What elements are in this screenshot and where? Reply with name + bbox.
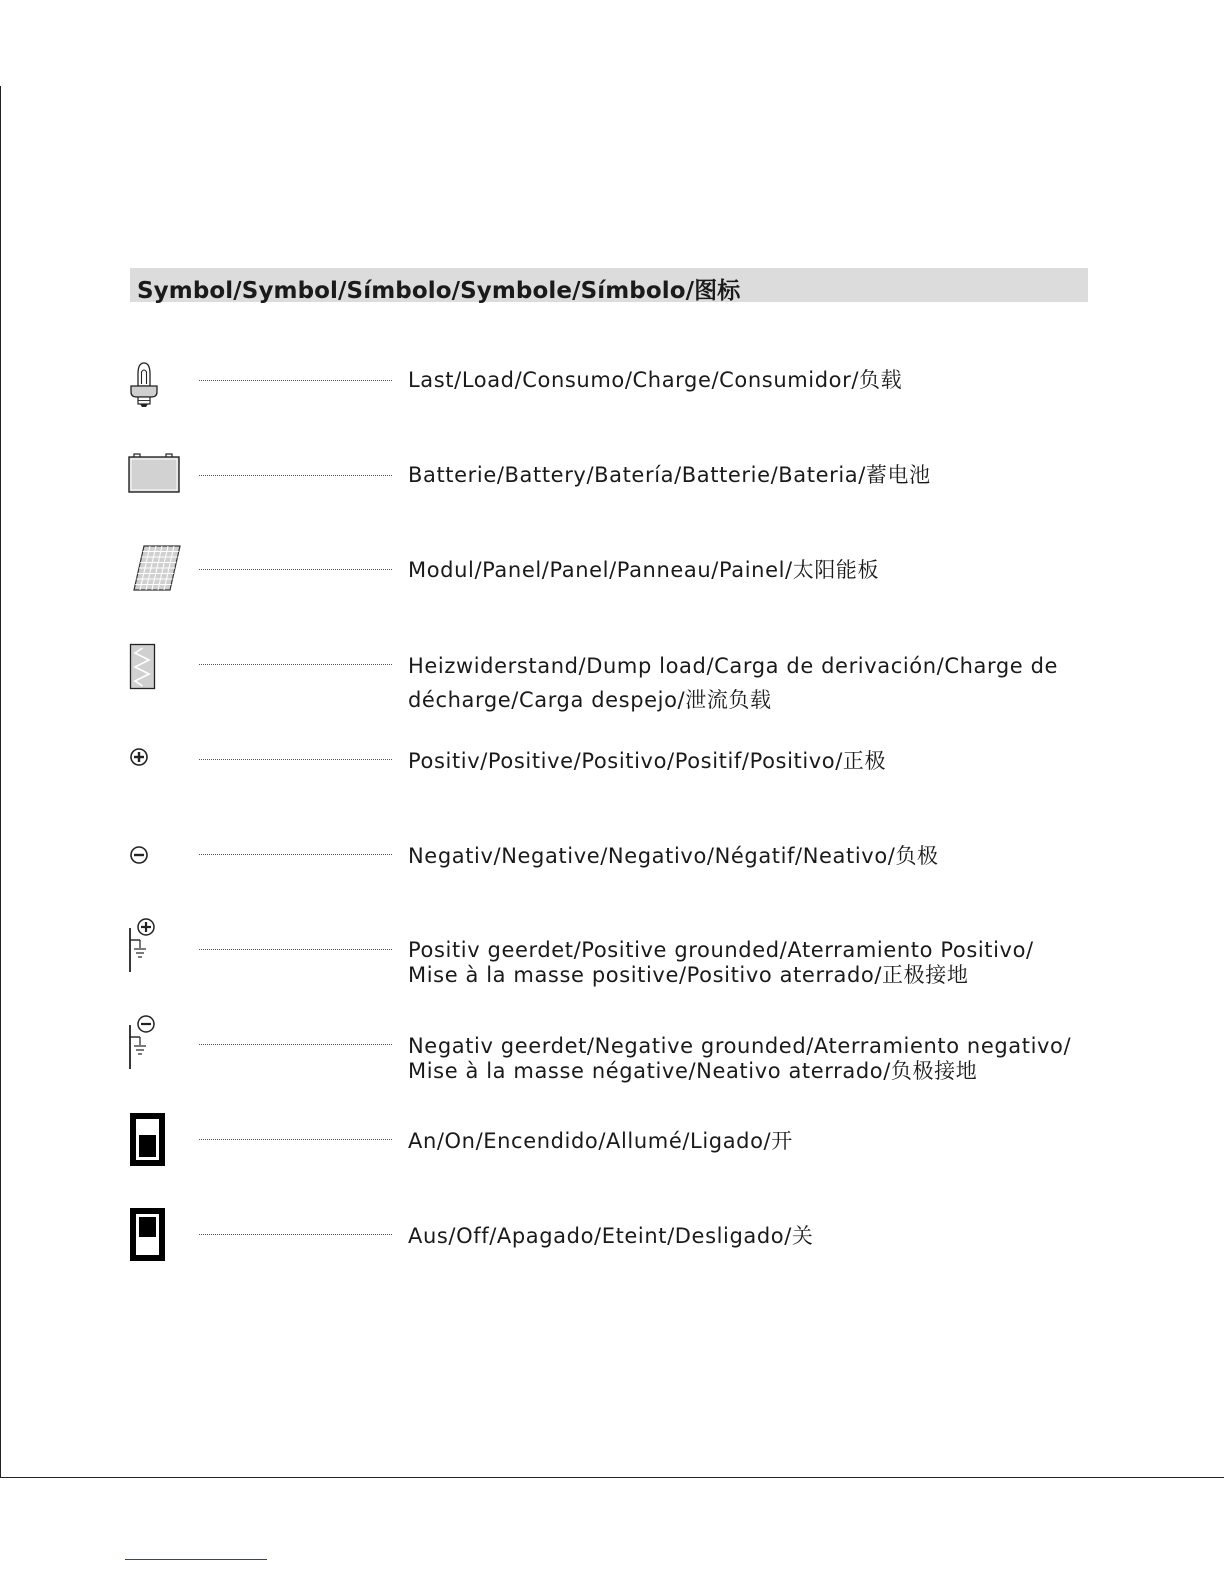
light-bulb-icon	[126, 360, 162, 414]
negative-ground-icon	[126, 1013, 162, 1075]
negative-terminal-icon	[129, 844, 151, 870]
leader-dots	[199, 854, 392, 855]
symbol-label-negative: Negativ/Negative/Negativo/Négatif/Neativo/负极	[408, 844, 939, 868]
leader-dots	[199, 1044, 392, 1045]
switch-off-icon	[130, 1208, 166, 1266]
leader-dots	[199, 1139, 392, 1140]
solar-panel-icon	[126, 544, 182, 596]
symbol-label-positive-grounded: Positiv geerdet/Positive grounded/Aterramiento Positivo/ Mise à la masse positive/Positivo aterrado/正极接地	[408, 938, 1034, 987]
leader-dots	[199, 380, 392, 381]
footer-rule	[125, 1559, 267, 1560]
leader-dots	[199, 1234, 392, 1235]
symbol-label-on: An/On/Encendido/Allumé/Ligado/开	[408, 1129, 793, 1153]
page-frame-bottom	[0, 1477, 1224, 1478]
symbol-label-dump-load: Heizwiderstand/Dump load/Carga de derivación/Charge de décharge/Carga despejo/泄流负载	[408, 654, 1059, 712]
symbol-label-battery: Batterie/Battery/Batería/Batterie/Bateria/蓄电池	[408, 463, 931, 487]
battery-icon	[126, 452, 182, 498]
section-title: Symbol/Symbol/Símbolo/Symbole/Símbolo/图标	[137, 278, 741, 304]
symbol-label-panel: Modul/Panel/Panel/Panneau/Painel/太阳能板	[408, 558, 880, 582]
leader-dots	[199, 475, 392, 476]
section-header	[130, 268, 1088, 302]
symbol-label-positive: Positiv/Positive/Positivo/Positif/Positivo/正极	[408, 749, 887, 773]
positive-terminal-icon	[129, 746, 151, 772]
symbol-label-negative-grounded: Negativ geerdet/Negative grounded/Aterramiento negativo/ Mise à la masse négative/Neativo aterrado/负极接地	[408, 1034, 1072, 1083]
symbol-label-off: Aus/Off/Apagado/Eteint/Desligado/关	[408, 1224, 814, 1248]
leader-dots	[199, 759, 392, 760]
leader-dots	[199, 664, 392, 665]
dump-load-resistor-icon	[129, 643, 157, 695]
leader-dots	[199, 569, 392, 570]
page-frame-left	[0, 86, 1, 1478]
positive-ground-icon	[126, 916, 162, 978]
leader-dots	[199, 949, 392, 950]
symbol-label-load: Last/Load/Consumo/Charge/Consumidor/负载	[408, 368, 903, 392]
switch-on-icon	[130, 1113, 166, 1171]
